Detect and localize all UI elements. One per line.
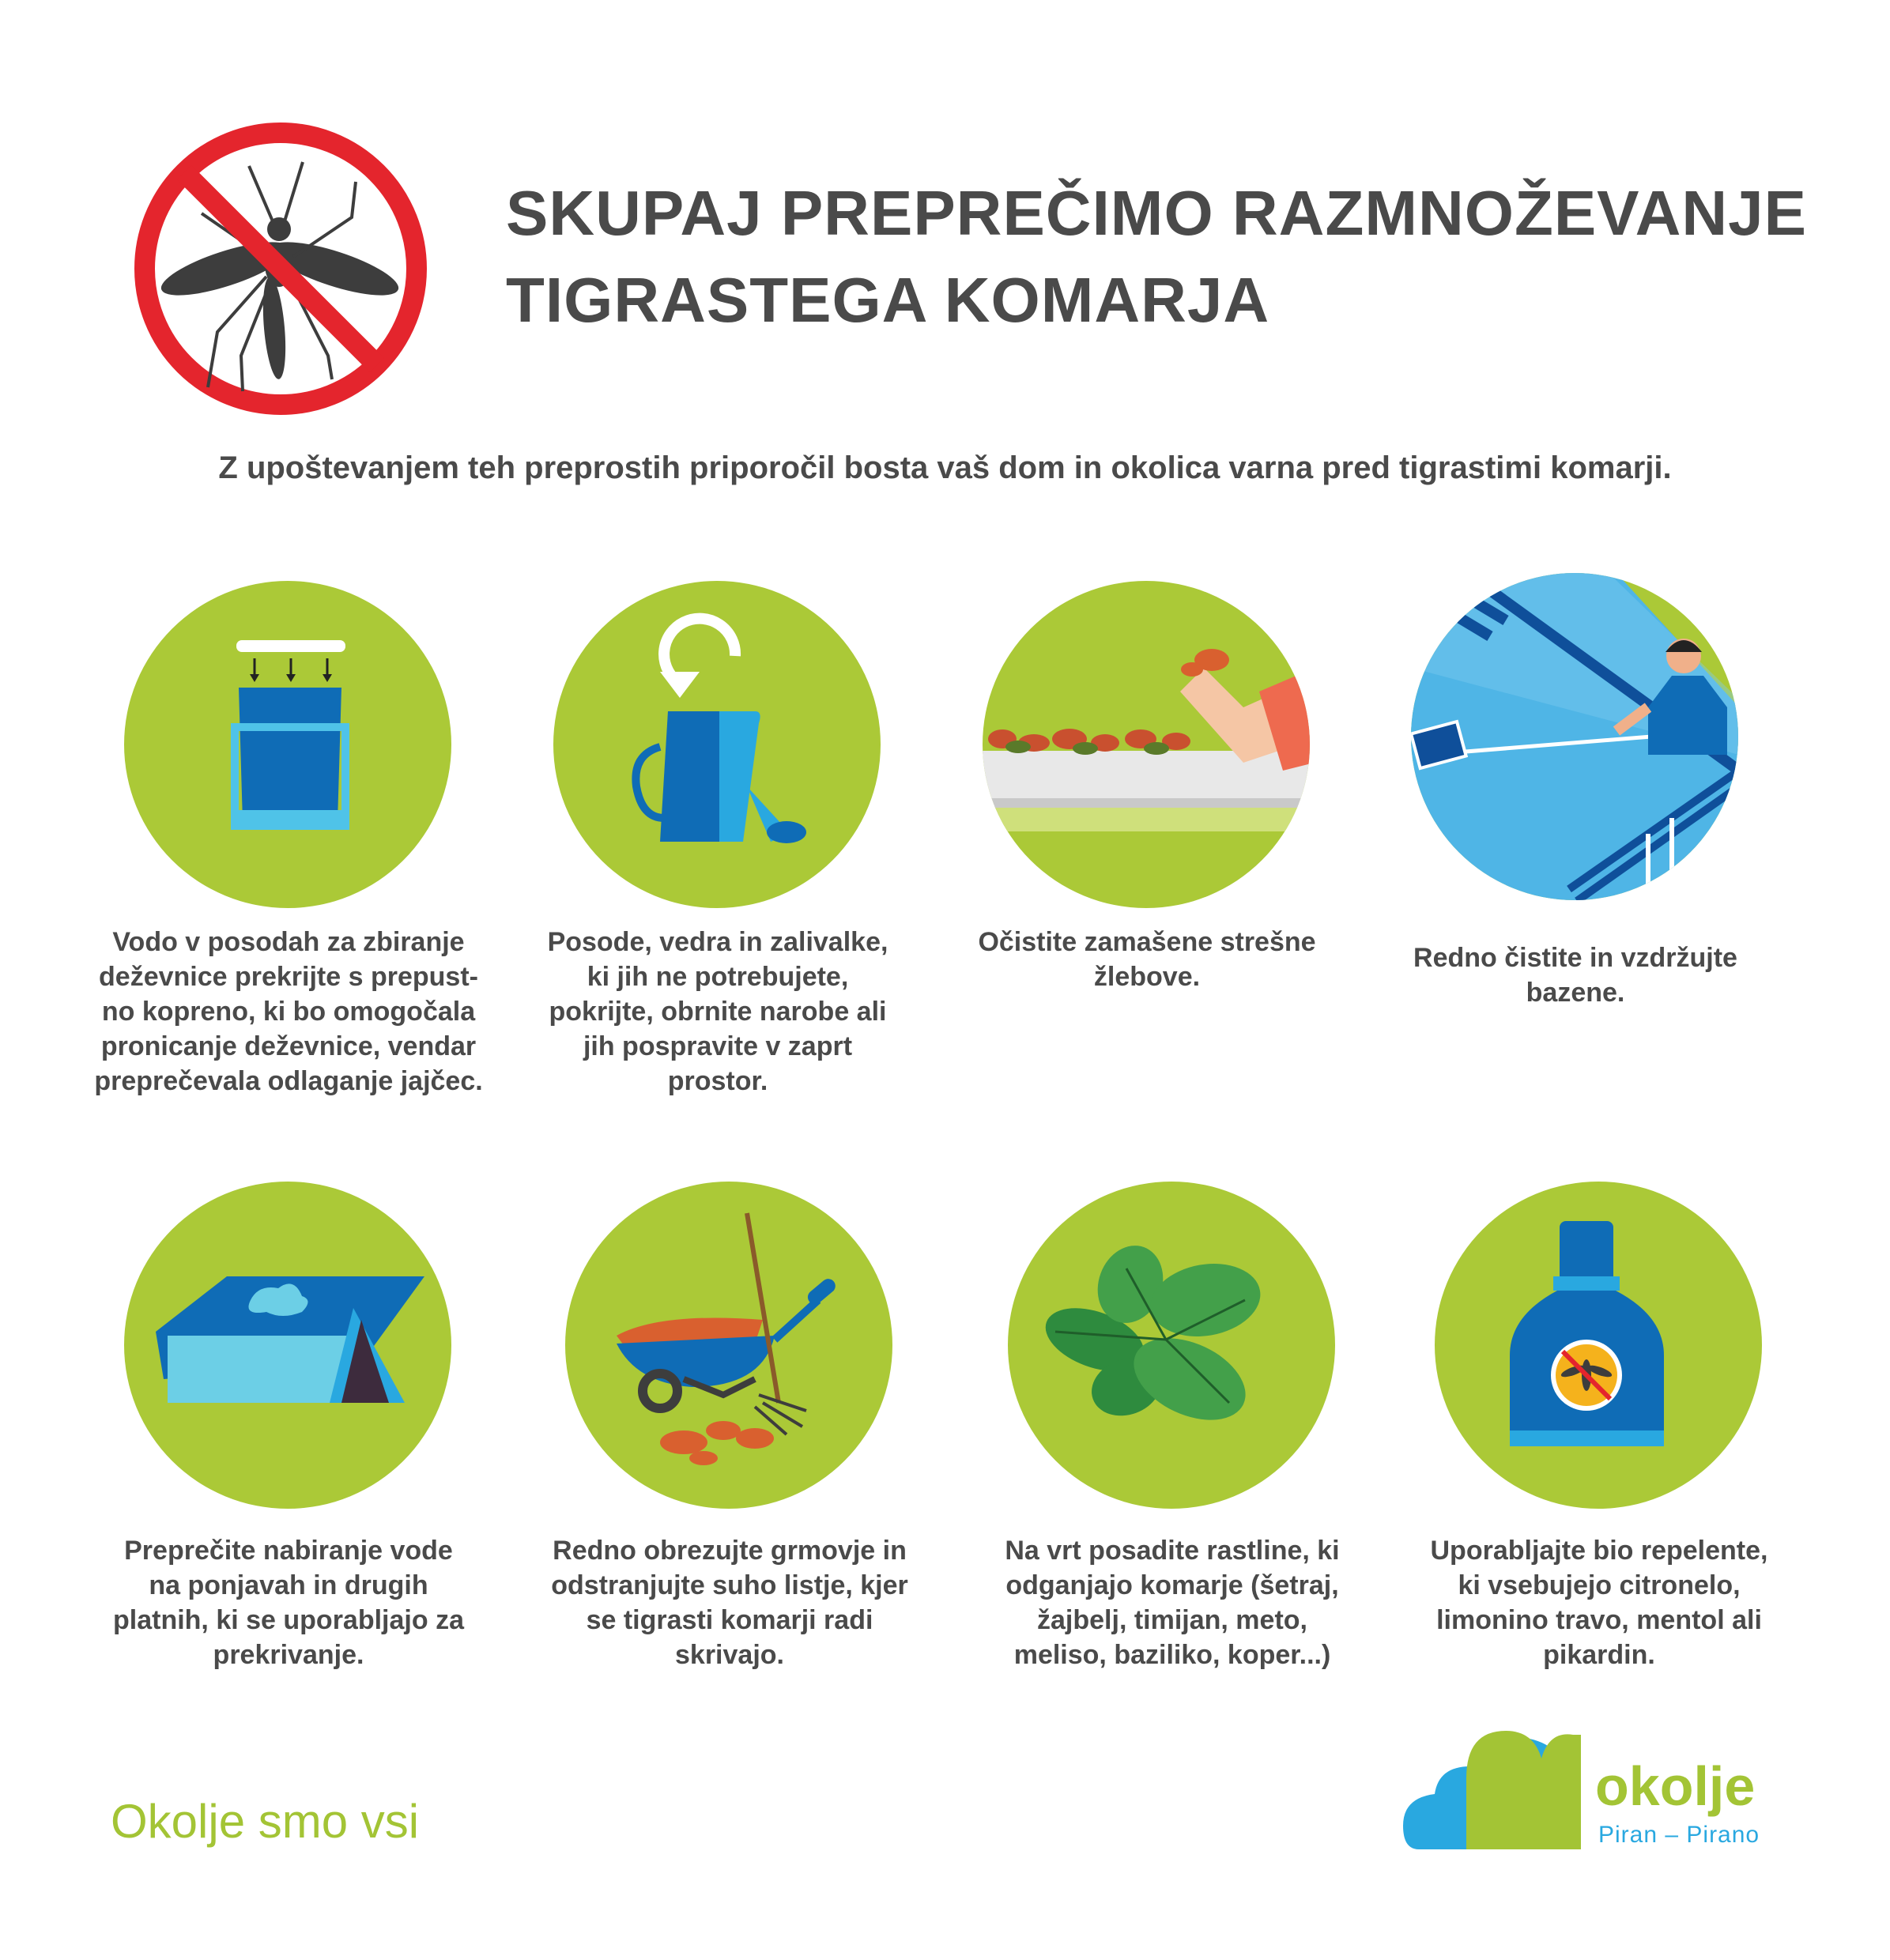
tarp-icon — [124, 1182, 452, 1510]
repellent-bottle-icon — [1435, 1182, 1763, 1510]
title-line-1: SKUPAJ PREPREČIMO RAZMNOŽEVANJE — [506, 178, 1807, 248]
footer-slogan: Okolje smo vsi — [111, 1795, 420, 1848]
no-mosquito-icon — [130, 119, 431, 419]
page-title — [506, 170, 1850, 344]
brand-name: okolje — [1595, 1755, 1756, 1817]
title-line-2: TIGRASTEGA KOMARJA — [506, 265, 1270, 335]
tip-4-text: Redno čistite in vzdržujte bazene. — [1413, 943, 1737, 1008]
tip-6-text: Redno obrezujte grmovje in odstranjujte suho listje, kjer se tigrasti komarji radi skrivajo. — [551, 1536, 908, 1670]
brand-subtitle: Piran – Pirano — [1598, 1822, 1760, 1848]
okolje-cloud-logo-icon — [1403, 1723, 1581, 1857]
tip-7-text: Na vrt posadite rastline, ki odganjajo komarje (šetraj, žajbelj, timijan, meto, meliso, baziliko, koper...) — [1005, 1536, 1340, 1670]
tip-3-text: Očistite zamašene strešne žlebove. — [978, 927, 1316, 992]
tip-8-text: Uporabljajte bio repelente, ki vsebujejo citronelo, limonino travo, mentol ali pikardin. — [1430, 1536, 1768, 1670]
wheelbarrow-leaves-icon — [565, 1182, 893, 1510]
watering-can-icon — [553, 581, 881, 909]
tip-2-text: Posode, vedra in zalivalke, ki jih ne potrebujete, pokrijte, obrnite narobe ali jih pospravite v zaprt prostor. — [547, 927, 888, 1096]
tip-1-text: Vodo v posodah za zbiranje deževnice prekrijte s prepust- no kopreno, ki bo omogočala pronicanje deževnice, vendar preprečevala odlaganje jajčec. — [94, 927, 483, 1096]
mint-leaves-icon — [1008, 1182, 1336, 1510]
pool-cleaning-icon — [1411, 573, 1739, 901]
page-subtitle: Z upoštevanjem teh preprostih priporočil bosta vaš dom in okolica varna pred tigrastimi komarji. — [218, 450, 1672, 485]
roof-gutter-icon — [983, 581, 1311, 909]
tip-5-text: Preprečite nabiranje vode na ponjavah in drugih platnih, ki se uporabljajo za prekrivanje. — [113, 1536, 464, 1670]
rain-barrel-icon — [124, 581, 452, 909]
